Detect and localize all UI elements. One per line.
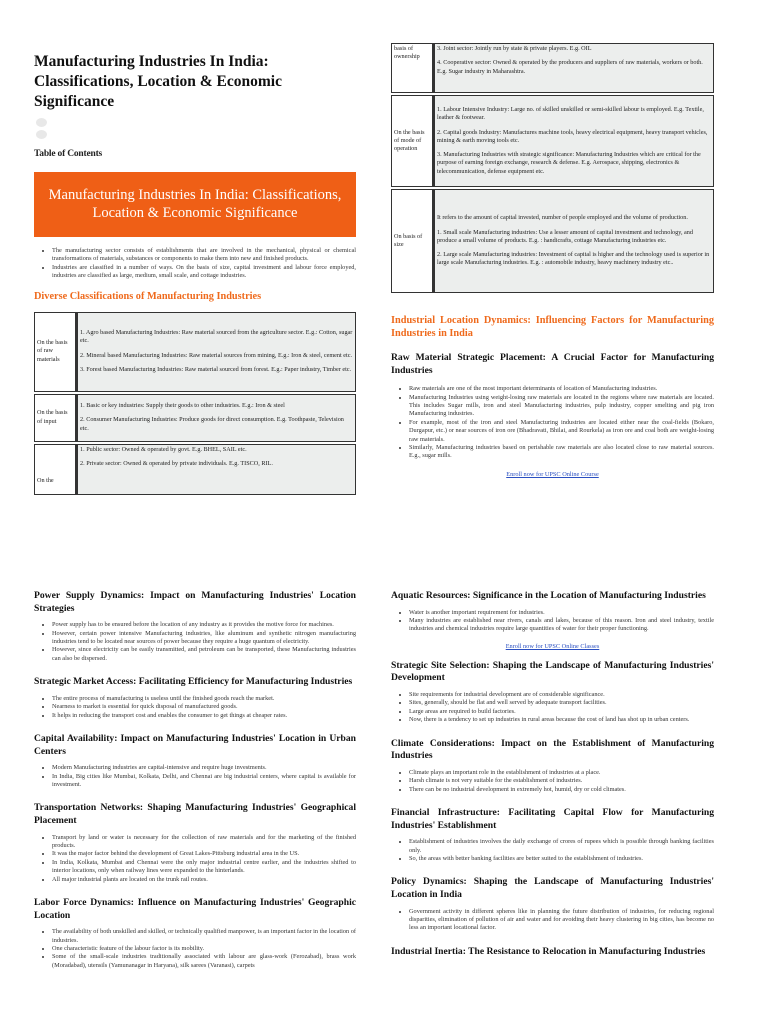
classification-table-right	[391, 43, 714, 293]
enroll-course-link[interactable]: Enroll now for UPSC Online Course	[506, 470, 599, 478]
section-heading: Power Supply Dynamics: Impact on Manufacturing Industries' Location Strategies	[34, 590, 356, 614]
list-item: • So, the areas with better banking facilities are better suited to the establishment of industries.	[409, 855, 714, 863]
table-item: 2. Mineral based Manufacturing Industries: Raw material sources from mining, E.g.: Iron & steel, cement etc.	[80, 351, 352, 359]
intro-bullets	[34, 247, 356, 281]
table-key: On the	[34, 444, 76, 495]
list-item: • All major industrial plants are located on the trunk rail routes.	[52, 876, 356, 884]
table-value	[76, 394, 356, 442]
list-item: • However, since electricity can be easily transmitted, and petroleum can be transported, these Manufacturing industries can also be dispersed.	[52, 646, 356, 663]
section-heading: Financial Infrastructure: Facilitating Capital Flow for Manufacturing Industries' Establishment	[391, 807, 714, 831]
table-item: It refers to the amount of capital invested, number of people employed and the volume of production.	[437, 214, 688, 222]
section-heading: Strategic Market Access: Facilitating Efficiency for Manufacturing Industries	[34, 676, 353, 688]
table-item: 2. Private sector: Owned & operated by private individuals. E.g. TISCO, RIL.	[80, 459, 273, 467]
list-item: • Some of the small-scale industries traditionally associated with labour are glass-work (Ferozabad), brass work (Moradabad), utensils (Yamunanagar in Haryana), silk sarees (Varanasi), carpets	[52, 953, 356, 970]
section-bullets	[34, 928, 356, 970]
table-key: On the basis of mode of operation	[391, 95, 433, 187]
section-bullets	[391, 908, 714, 933]
list-item: • Establishment of industries involves the daily exchange of crores of rupees which is possible through banking facilities only.	[409, 838, 714, 855]
table-value	[433, 189, 714, 293]
title-banner: Manufacturing Industries In India: Classifications, Location & Economic Significance	[34, 172, 356, 237]
list-item: • Harsh climate is not very suitable for the establishment of industries.	[409, 777, 714, 785]
list-item: • In India, Kolkata, Mumbai and Chennai were the only major industrial centre earlier, and the industries shifted to interior locations, only when railway lines were expanded to the hinterlands.	[52, 859, 356, 876]
raw-material-bullets	[391, 385, 714, 461]
decorative-dots	[34, 118, 356, 139]
table-row	[391, 43, 714, 93]
list-item: • Transport by land or water is necessary for the collection of raw materials and for the marketing of the finished products.	[52, 834, 356, 851]
list-item: • Water is another important requirement for industries.	[409, 609, 714, 617]
page1-left-column	[34, 52, 356, 495]
table-item: 2. Large scale Manufacturing industries: Investment of capital is higher and the technology used is superior in large scale Manufacturing industries. E.g. : automobile industry, heavy machinery industry etc..	[437, 251, 710, 267]
section-heading: Industrial Inertia: The Resistance to Relocation in Manufacturing Industries	[391, 945, 706, 957]
list-item: • The entire process of manufacturing is useless until the finished goods reach the market.	[52, 695, 356, 703]
section-heading: Transportation Networks: Shaping Manufacturing Industries' Geographical Placement	[34, 802, 356, 827]
table-of-contents-label[interactable]: Table of Contents	[34, 149, 103, 159]
list-item: • Industries are classified in a number of ways. On the basis of size, capital investment and labour force employed, industries are classified as large, medium, small scale, and cottage industries.	[52, 264, 356, 281]
list-item: • Government activity in different spheres like in planning the future distribution of industries, for reducing regional disparities, elimination of pollution of air and water and for avoiding their heavy clustering in big cities, has become no less an important locational factor.	[409, 908, 714, 933]
table-key: On the basis of input	[34, 394, 76, 442]
table-item: 4. Cooperative sector: Owned & operated by the producers and suppliers of raw materials, workers or both. E.g. Sugar industry in Maharashtra.	[437, 59, 703, 75]
section-heading: Raw Material Strategic Placement: A Crucial Factor for Manufacturing Industries	[391, 352, 714, 376]
section-heading: Aquatic Resources: Significance in the Location of Manufacturing Industries	[391, 590, 706, 601]
list-item: • Climate plays an important role in the establishment of industries at a place.	[409, 769, 714, 777]
table-item: 1. Public sector: Owned & operated by govt. E.g. BHEL, SAIL etc.	[80, 445, 247, 453]
section-bullets	[391, 838, 714, 863]
list-item: • Similarly, Manufacturing industries based on perishable raw materials are also located close to raw material sources. E.g., sugar mills.	[409, 444, 714, 461]
page2-left-column	[34, 590, 356, 970]
list-item: • Site requirements for industrial development are of considerable significance.	[409, 691, 714, 699]
list-item: • The manufacturing sector consists of establishments that are involved in the mechanical, physical or chemical transformations of materials, substances or components to make them into new and finished products.	[52, 247, 356, 264]
table-row	[391, 189, 714, 293]
table-item: 2. Capital goods Industry: Manufactures machine tools, heavy electrical equipment, heavy transport vehicles, mining & earth moving tools etc.	[437, 128, 708, 144]
section-bullets	[34, 834, 356, 884]
list-item: • Modern Manufacturing industries are capital-intensive and require huge investments.	[52, 764, 356, 772]
section-bullets	[391, 769, 714, 794]
list-item: • Many industries are established near rivers, canals and lakes, because of this reason. Iron and steel industry, textile industries and chemical industries require large quantities of water for their proper functioning.	[409, 617, 714, 634]
section-heading: Capital Availability: Impact on Manufacturing Industries' Location in Urban Centers	[34, 733, 356, 757]
list-item: • For example, most of the iron and steel Manufacturing industries are located either near the coal-fields (Bokaro, Durgapur, etc.) or near sources of iron ore (Bhadravati, Bhilai, and Rourkela) as iron ore and coal both are weight-losing raw materials.	[409, 419, 714, 444]
table-row	[34, 394, 356, 442]
document-page-2	[0, 576, 768, 1024]
list-item: • Sites, generally, should be flat and well served by adequate transport facilities.	[409, 699, 714, 707]
classification-heading: Diverse Classifications of Manufacturing Industries	[34, 290, 262, 302]
list-item: • The availability of both unskilled and skilled, or technically qualified manpower, is an important factor in the location of industries.	[52, 928, 356, 945]
section-heading: Strategic Site Selection: Shaping the Landscape of Manufacturing Industries' Development	[391, 659, 714, 684]
list-item: • Power supply has to be ensured before the location of any industry as it provides the motive force for machines.	[52, 621, 356, 629]
list-item: • There can be no industrial development in extremely hot, humid, dry or cold climates.	[409, 786, 714, 794]
list-item: • Large areas are required to build factories.	[409, 708, 714, 716]
list-item: • Manufacturing Industries using weight-losing raw materials are located in the regions where raw materials are located. This includes Sugar mills, iron and steel Manufacturing industries, pulp industry, copper smelting and pig iron Manufacturing industries.	[409, 394, 714, 419]
dot-icon	[36, 130, 47, 139]
table-value	[433, 95, 714, 187]
table-value	[76, 312, 356, 392]
enroll-classes-link[interactable]: Enroll now for UPSC Online Classes	[505, 642, 600, 650]
list-item: • However, certain power intensive Manufacturing industries, like aluminum and synthetic nitrogen manufacturing industries tend to be located near sources of power because they require a huge quantum of electricity.	[52, 630, 356, 647]
list-item: • It was the major factor behind the development of Great Lakes-Pittsburg industrial area in the US.	[52, 850, 356, 858]
section-bullets	[34, 695, 356, 720]
table-key: basis of ownership	[391, 43, 433, 93]
section-bullets	[391, 691, 714, 725]
table-item: 3. Forest based Manufacturing Industries: Raw material sourced from forest. E.g.: Paper industry, Timber etc.	[80, 365, 352, 373]
list-item: • Nearness to market is essential for quick disposal of manufactured goods.	[52, 703, 356, 711]
classification-table-left	[34, 312, 356, 495]
section-bullets	[34, 621, 356, 663]
page-title: Manufacturing Industries In India: Classifications, Location & Economic Significance	[34, 53, 282, 110]
section-heading: Policy Dynamics: Shaping the Landscape of Manufacturing Industries' Location in India	[391, 876, 714, 901]
table-item: 1. Agro based Manufacturing Industries: Raw material sourced from the agriculture sector. E.g.: Cotton, sugar etc.	[80, 329, 353, 345]
table-row	[391, 95, 714, 187]
table-item: 1. Basic or key industries: Supply their goods to other industries. E.g.: Iron & steel	[80, 402, 285, 410]
table-item: 1. Labour Intensive Industry: Large no. of skilled unskilled or semi-skilled labour is employed. E.g. Textile, leather & footwear.	[437, 105, 704, 122]
table-key: On basis of size	[391, 189, 433, 293]
table-value	[433, 43, 714, 93]
section-bullets	[34, 764, 356, 789]
section-heading: Climate Considerations: Impact on the Establishment of Manufacturing Industries	[391, 737, 714, 762]
section-heading: Labor Force Dynamics: Influence on Manufacturing Industries' Geographic Location	[34, 897, 356, 921]
list-item: • It helps in reducing the transport cost and enables the consumer to get things at cheaper rates.	[52, 712, 356, 720]
page1-right-column	[391, 43, 714, 478]
table-item: 3. Manufacturing Industries with strategic significance: Manufacturing Industries which are critical for the purpose of earning foreign exchange, research & defense. E.g. Aerospace, shipping, electronics & telecommunication, defense equipment etc.	[437, 151, 701, 175]
table-item: 1. Small scale Manufacturing industries: Use a lesser amount of capital investment and technology, and produce a small volume of products. E.g. : handicrafts, cottage Manufacturing industries etc.	[437, 228, 693, 244]
page-gap	[0, 548, 768, 576]
list-item: • Now, there is a tendency to set up industries in rural areas because the cost of land has shot up in urban centers.	[409, 716, 714, 724]
table-row	[34, 444, 356, 495]
list-item: • Raw materials are one of the most important determinants of location of Manufacturing industries.	[409, 385, 714, 393]
section-bullets	[391, 609, 714, 634]
table-key: On the basis of raw materials	[34, 312, 76, 392]
list-item: • One characteristic feature of the labour factor is its mobility.	[52, 945, 356, 953]
table-value	[76, 444, 356, 495]
table-item: 2. Consumer Manufacturing Industries: Produce goods for direct consumption. E.g. Toothpaste, Television etc.	[80, 416, 344, 432]
table-item: 3. Joint sector: Jointly run by state & private players. E.g. OIL	[437, 45, 592, 52]
page2-right-column	[391, 590, 714, 964]
table-row	[34, 312, 356, 392]
list-item: • In India, Big cities like Mumbai, Kolkata, Delhi, and Chennai are big industrial centers, where capital is available for investment.	[52, 773, 356, 790]
dot-icon	[36, 118, 47, 127]
location-heading: Industrial Location Dynamics: Influencing Factors for Manufacturing Industries in India	[391, 315, 714, 339]
